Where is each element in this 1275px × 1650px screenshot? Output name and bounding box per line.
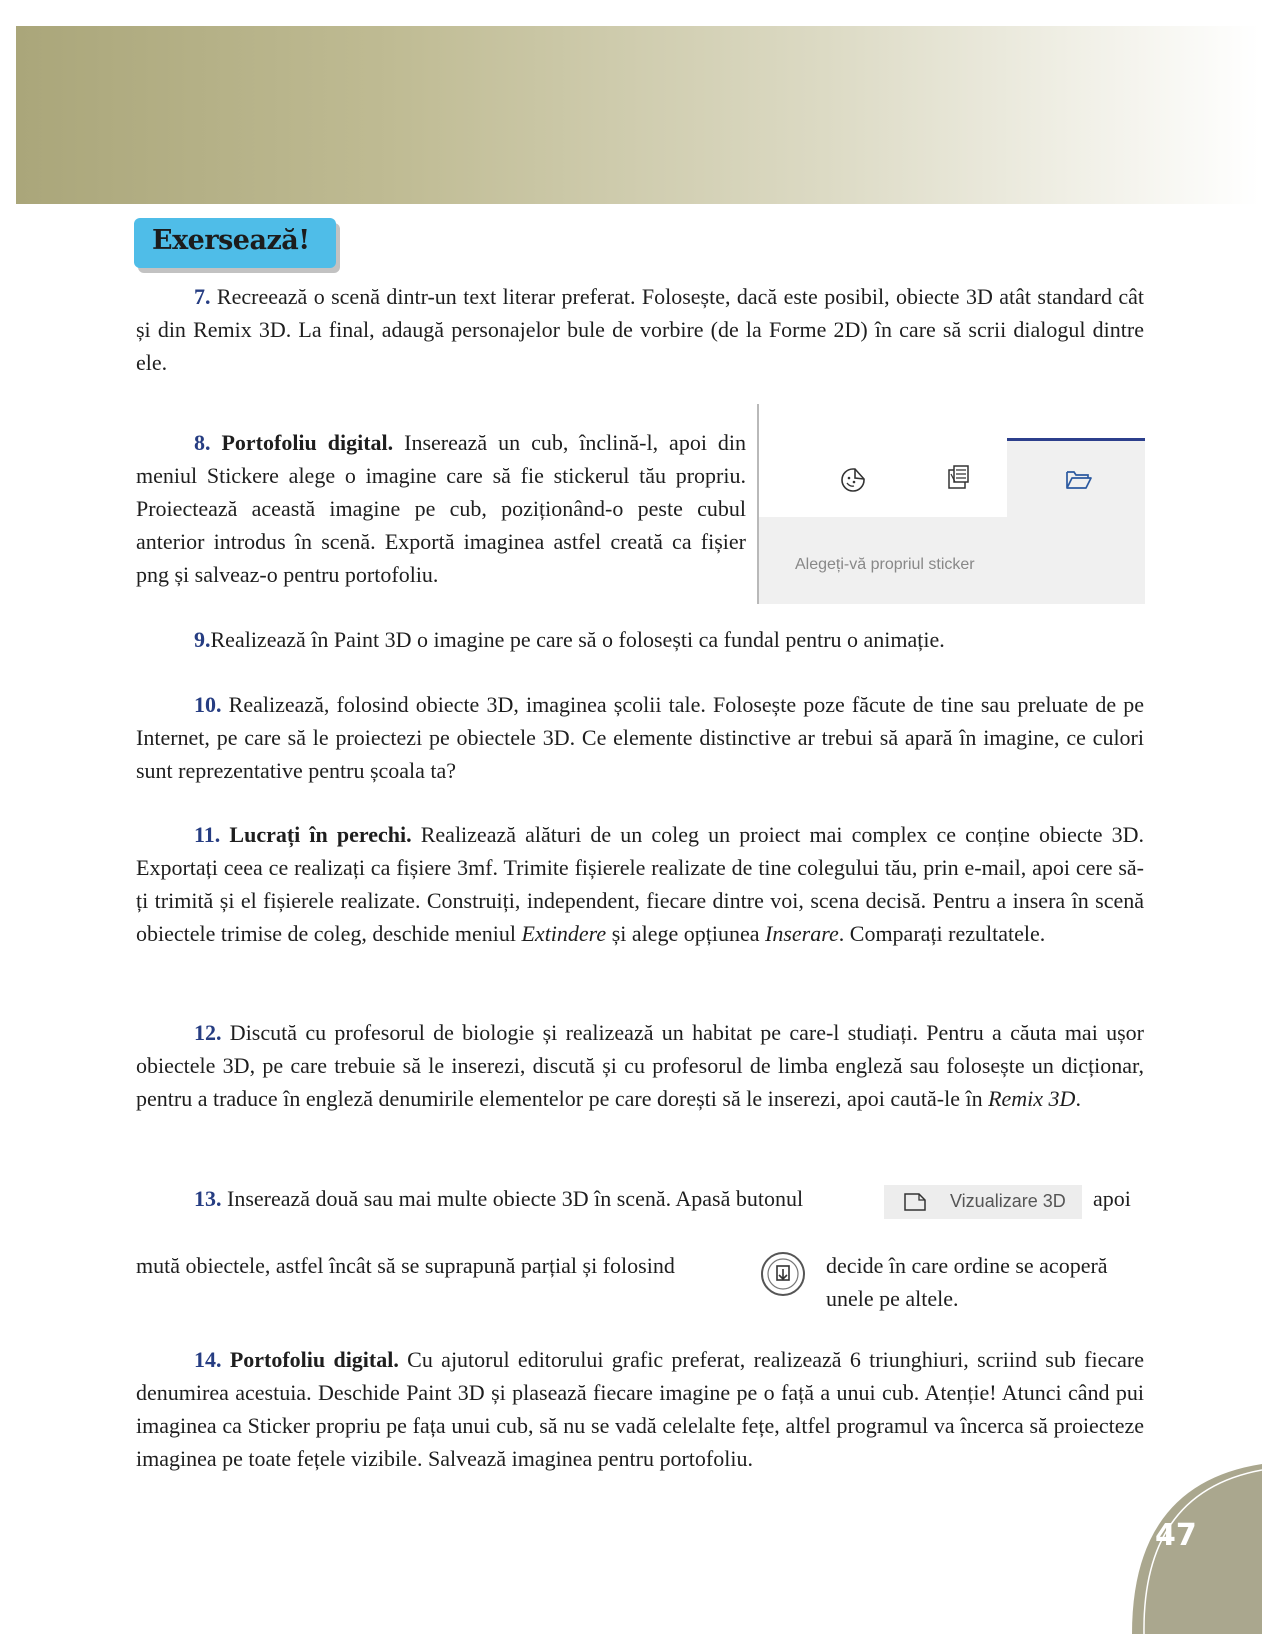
remix-3d-name: Remix 3D: [988, 1086, 1076, 1111]
folder-icon[interactable]: [1065, 468, 1093, 492]
exercise-number: 13.: [194, 1186, 222, 1211]
exercise-text: Inserează două sau mai multe obiecte 3D în scenă. Apasă butonul: [221, 1186, 804, 1211]
exercise-text: .: [1075, 1086, 1081, 1111]
view-3d-icon: [902, 1191, 928, 1213]
exercise-text: Cu ajutorul editorului grafic preferat, realizează 6 triunghiuri, scriind sub fiecare denumirea acestuia. Deschide Paint 3D și plasează fiecare imagine pe o față a unui cub. Atenție! Atunci când pui imaginea ca Sticker propriu pe fața unui cub, să nu se vadă celelalte fețe, altfel programul va încerca să proiecteze imaginea pe toate fețele vizibile. Salvează imaginea pentru portofoliu.: [136, 1347, 1144, 1471]
exercise-number: 9.: [194, 627, 211, 652]
exercise-number: 14.: [194, 1347, 222, 1372]
exercise-text: mută obiectele, astfel încât să se suprapună parțial și folosind: [136, 1253, 675, 1278]
exercise-text: apoi: [1093, 1186, 1131, 1211]
option-name: Inserare: [765, 921, 839, 946]
sticker-panel: [759, 404, 1145, 604]
bring-forward-icon[interactable]: [758, 1249, 808, 1299]
exercise-text: Recreează o scenă dintr-un text literar preferat. Folosește, dacă este posibil, obiecte 3D atât standard cât și din Remix 3D. La final, adaugă personajelor bule de vorbire (de la Forme 2D) în care să scrii dialogul dintre ele.: [136, 284, 1144, 375]
exercise-text: Inserează un cub, înclină-l, apoi din meniul Stickere alege o imagine care să fie stickerul tău propriu. Proiectează această imagine pe cub, poziționând-o peste cubul anterior introdus în scenă. Exportă imaginea astfel creată ca fișier png și salveaz-o pentru portofoliu.: [136, 430, 747, 587]
exercise-number: 7.: [194, 284, 211, 309]
exercise-7: [136, 280, 1144, 379]
exercise-number: 8.: [194, 430, 211, 455]
exercise-text: Realizează în Paint 3D o imagine pe care să o folosești ca fundal pentru o animație.: [210, 627, 945, 652]
exercise-9: [136, 623, 1144, 656]
exercise-text: și alege opțiunea: [606, 921, 766, 946]
texture-icon[interactable]: [943, 462, 973, 492]
exercise-8: [136, 426, 746, 591]
exercise-text: . Comparați rezultatele.: [838, 921, 1046, 946]
exercise-text: decide în care ordine se acoperă unele pe altele.: [826, 1253, 1108, 1311]
exercise-number: 11.: [194, 822, 221, 847]
exercise-bold-label: Portofoliu digital.: [221, 430, 394, 455]
exercise-11: [136, 818, 1144, 950]
section-badge: [134, 218, 336, 268]
sticker-smiley-icon[interactable]: [839, 466, 867, 494]
section-badge-label: Exersează!: [152, 225, 310, 256]
header-band: [16, 26, 1260, 204]
sticker-panel-caption: Alegeți-vă propriul sticker: [795, 556, 975, 573]
exercise-13-line1: [136, 1182, 816, 1215]
view-3d-label: Vizualizare 3D: [950, 1191, 1066, 1211]
exercise-12: [136, 1016, 1144, 1115]
exercise-bold-label: Portofoliu digital.: [221, 1347, 399, 1372]
exercise-10: [136, 688, 1144, 787]
exercise-bold-label: Lucrați în perechi.: [220, 822, 412, 847]
exercise-text: Realizează, folosind obiecte 3D, imaginea școlii tale. Folosește poze făcute de tine sau preluate de pe Internet, pe care să le proiectezi pe obiectele 3D. Ce elemente distinctive ar trebui să apară în imagine, ce culori sunt reprezentative pentru școala ta?: [136, 692, 1144, 783]
menu-name: Extindere: [521, 921, 607, 946]
exercise-number: 12.: [194, 1020, 222, 1045]
exercise-text: Discută cu profesorul de biologie și realizează un habitat pe care-l studiați. Pentru a căuta mai ușor obiectele 3D, pe care trebuie să le inserezi, discută și cu profesorul de limba engleză sau folosește un dicționar, pentru a traduce în engleză denumirile elementelor pe care dorești să le inserezi, apoi caută-le în: [136, 1020, 1144, 1111]
exercise-14: [136, 1343, 1144, 1475]
page-number: 47: [1155, 1518, 1197, 1553]
exercise-number: 10.: [194, 692, 222, 717]
view-3d-button[interactable]: [884, 1185, 1082, 1219]
exercise-text: Realizează alături de un coleg un proiect mai complex ce conține obiecte 3D. Exportați ceea ce realizați ca fișiere 3mf. Trimite fișierele realizate de tine colegului tău, prin e-mail, apoi cere să-ți trimită și el fișierele realizate. Construiți, independent, fiecare dintre voi, scena decisă. Pentru a insera în scenă obiectele trimise de coleg, deschide meniul: [136, 822, 1144, 946]
